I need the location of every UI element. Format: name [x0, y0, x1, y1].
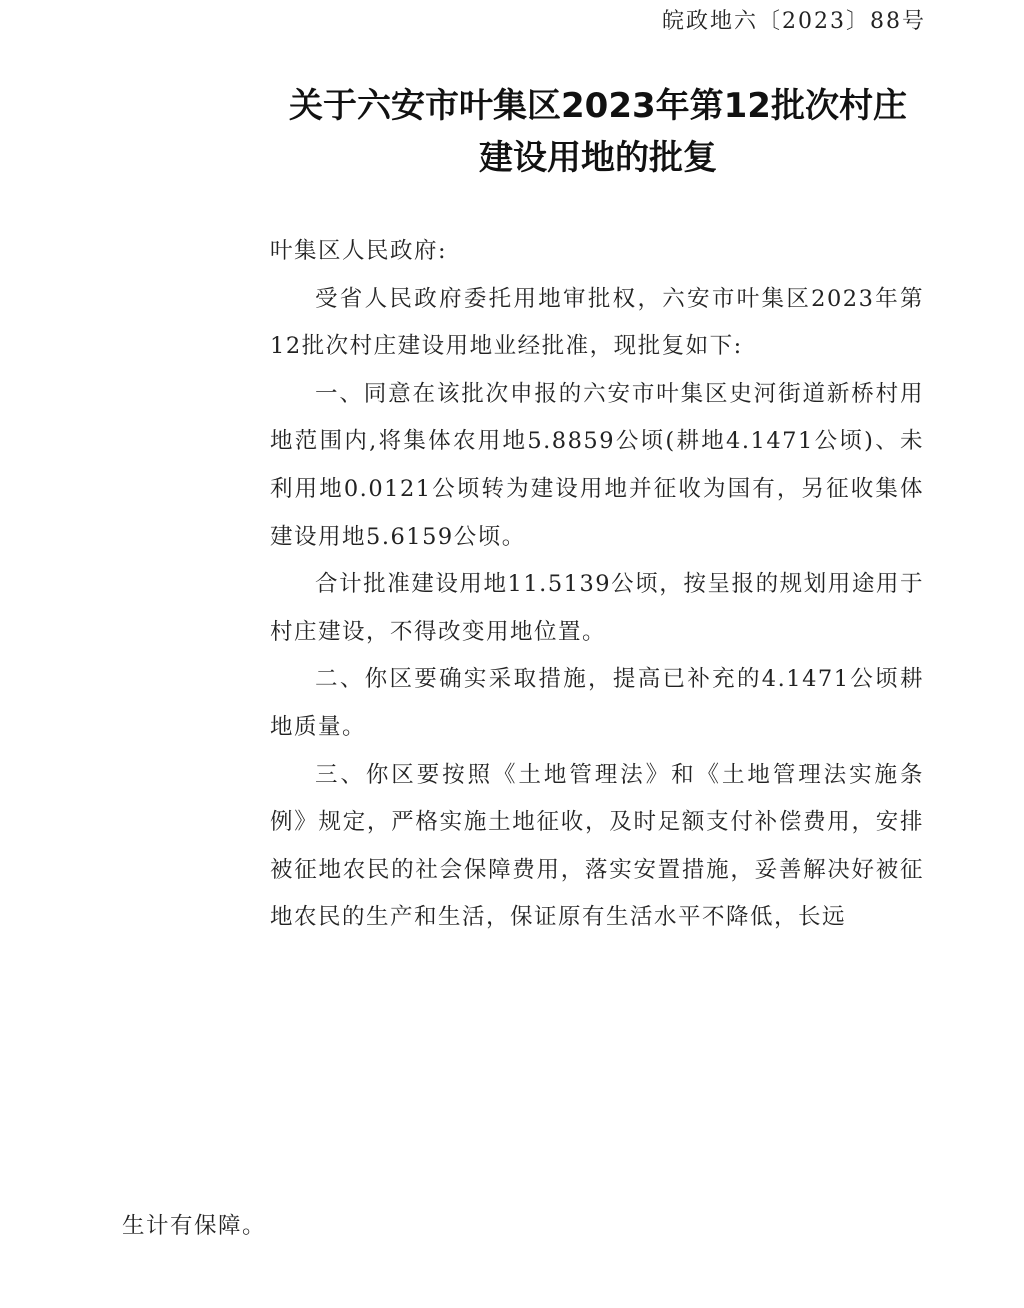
- title-line-2: 建设用地的批复: [479, 138, 717, 178]
- paragraph-intro: 受省人民政府委托用地审批权，六安市叶集区2023年第12批次村庄建设用地业经批准，现批复如下:: [270, 285, 924, 360]
- paragraph-item-3: 三、你区要按照《土地管理法》和《土地管理法实施条例》规定，严格实施土地征收，及时足额支付补偿费用，安排被征地农民的社会保障费用，落实安置措施，妥善解决好被征地农民的生产和生活，保证原有生活水平不降低，长远: [270, 761, 924, 931]
- paragraph-continuation: 生计有保障。: [122, 1213, 267, 1239]
- title-line-1: 关于六安市叶集区2023年第12批次村庄: [289, 86, 907, 126]
- addressee: 叶集区人民政府:: [270, 238, 448, 264]
- document-body: [270, 228, 924, 942]
- document-number: 皖政地六〔2023〕88号: [662, 9, 926, 34]
- paragraph-item-2: 二、你区要确实采取措施，提高已补充的4.1471公顷耕地质量。: [270, 666, 924, 740]
- paragraph-total: 合计批准建设用地11.5139公顷，按呈报的规划用途用于村庄建设，不得改变用地位置。: [270, 571, 924, 645]
- document-title: [272, 80, 924, 184]
- paragraph-item-1: 一、同意在该批次申报的六安市叶集区史河街道新桥村用地范围内,将集体农用地5.8859公顷(耕地4.1471公顷)、未利用地0.0121公顷转为建设用地并征收为国有，另征收集体建设用地5.6159公顷。: [270, 380, 924, 550]
